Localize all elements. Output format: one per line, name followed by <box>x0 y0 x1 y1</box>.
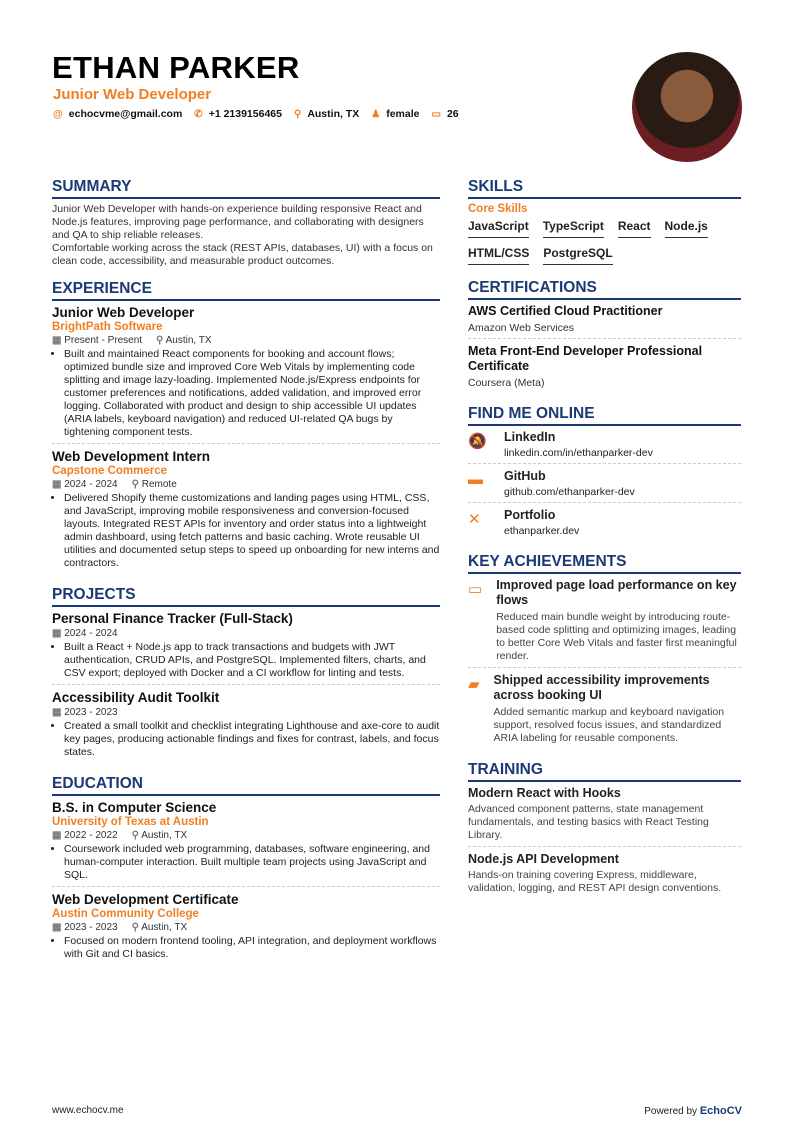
achievements-section <box>468 553 741 749</box>
entry-location: Austin, TX <box>141 922 188 933</box>
entry-bullet: • Built and maintained React components for booking and account flows; optimized bundle size and improved Core Web Vitals by implementing code splitting and image lazy-loading. Implemented Node.js/Express endpoints for customer preferences and notifications, added validation, and improved error logging. Collaborated with product and design to ship accessible UI updates (ARIA labels, keyboard navigation) and reduced UI-related QA bugs by tightening component tests. <box>64 348 440 439</box>
entry-bullet: • Created a small toolkit and checklist integrating Lighthouse and axe-core to audit key pages, producing actionable findings and fixes for contrast, labels, and focus states. <box>64 720 440 759</box>
location-item <box>156 335 212 346</box>
phone-icon: ✆ <box>194 108 203 120</box>
section-heading: PROJECTS <box>52 586 440 607</box>
profile-label: LinkedIn <box>504 430 556 444</box>
profile-label: GitHub <box>504 469 546 483</box>
certification-entry <box>468 344 741 393</box>
certifications-section <box>468 279 741 393</box>
brand-name: EchoCV <box>699 1105 742 1117</box>
entry-location: Austin, TX <box>141 830 188 841</box>
linkedin-icon: 🔕 <box>468 433 487 450</box>
footer-powered <box>644 1105 742 1117</box>
education-entry <box>52 892 440 965</box>
entry-date: 2022 - 2022 <box>64 830 118 841</box>
footer-site-link[interactable]: www.echocv.me <box>52 1105 124 1116</box>
profile-url[interactable]: linkedin.com/in/ethanparker-dev <box>504 447 653 459</box>
location-icon: ⚲ <box>156 335 164 346</box>
profile-photo <box>632 52 742 162</box>
section-heading: SUMMARY <box>52 178 440 199</box>
calendar-icon: ▦ <box>52 335 62 346</box>
at-icon: @ <box>53 108 63 120</box>
calendar-icon: ▦ <box>52 830 62 841</box>
skill-tag: PostgreSQL <box>543 244 612 265</box>
powered-label: Powered by <box>644 1106 698 1117</box>
education-section <box>52 775 440 965</box>
skill-tag: Node.js <box>665 217 708 238</box>
training-section <box>468 761 741 899</box>
contact-item <box>371 108 419 120</box>
calendar-icon: ▦ <box>52 628 62 639</box>
achievement-description: Reduced main bundle weight by introducing route-based code splitting and optimizing images, leading to better Core Web Vitals and faster first meaningful render. <box>496 611 737 662</box>
skills-section <box>468 178 741 267</box>
summary-section <box>52 178 440 268</box>
date-item <box>52 922 118 933</box>
entry-date: 2023 - 2023 <box>64 707 118 718</box>
achievement-title: Shipped accessibility improvements across booking UI <box>493 673 710 702</box>
entry-bullet: • Focused on modern frontend tooling, API integration, and deployment workflows with Git and CI basics. <box>64 935 440 961</box>
entry-title: Web Development Certificate <box>52 892 239 907</box>
candidate-name: ETHAN PARKER <box>52 50 300 85</box>
location-icon: ⚲ <box>131 479 139 490</box>
training-description: Hands-on training covering Express, middleware, validation, logging, and REST API design conventions. <box>468 869 722 894</box>
entry-bullet: • Delivered Shopify theme customizations and landing pages using HTML, CSS, and JavaScript, improving mobile responsiveness and conversion-focused layouts. Integrated REST APIs for inventory and order status into a lightweight admin dashboard, using fetch patterns and basic caching. Wrote reusable UI utilities and documented setup steps to speed up onboarding for new interns and contractors. <box>64 492 440 570</box>
profile-label: Portfolio <box>504 508 556 522</box>
certification-issuer: Coursera (Meta) <box>468 377 545 389</box>
entry-date: 2024 - 2024 <box>64 479 118 490</box>
entry-meta <box>52 922 440 933</box>
skill-group-title: Core Skills <box>468 203 528 215</box>
training-title: Modern React with Hooks <box>468 786 621 800</box>
section-heading: EXPERIENCE <box>52 280 440 301</box>
date-item <box>52 707 118 718</box>
entry-location: Austin, TX <box>165 335 212 346</box>
section-heading: KEY ACHIEVEMENTS <box>468 553 741 574</box>
contact-text: echocvme@gmail.com <box>68 108 183 120</box>
contact-item <box>194 108 282 120</box>
location-icon: ⚲ <box>131 830 139 841</box>
skill-tag: HTML/CSS <box>468 244 529 265</box>
achievement-entry <box>468 578 741 668</box>
experience-section <box>52 280 440 574</box>
profile-url[interactable]: github.com/ethanparker-dev <box>504 486 635 498</box>
entry-title: Web Development Intern <box>52 449 211 464</box>
entry-meta <box>52 479 440 490</box>
location-item <box>132 830 188 841</box>
calendar-icon: ▦ <box>52 922 62 933</box>
entry-organization: Austin Community College <box>52 908 199 920</box>
entry-bullet: • Built a React + Node.js app to track transactions and budgets with JWT authentication, CRUD APIs, and PostgreSQL. Implemented filters, charts, and CSV export; deployed with Docker and a CI workflow for linting and tests. <box>64 641 440 680</box>
training-title: Node.js API Development <box>468 852 619 866</box>
entry-title: Junior Web Developer <box>52 305 195 320</box>
experience-entry <box>52 449 440 574</box>
entry-meta <box>52 830 440 841</box>
online-profile[interactable] <box>468 430 741 464</box>
location-item <box>132 922 188 933</box>
date-item <box>52 830 118 841</box>
file-check-icon: ▰ <box>468 676 480 693</box>
date-item <box>52 335 142 346</box>
certification-title: AWS Certified Cloud Practitioner <box>468 304 663 318</box>
entry-organization: University of Texas at Austin <box>52 816 209 828</box>
section-heading: FIND ME ONLINE <box>468 405 741 426</box>
location-item <box>132 479 177 490</box>
entry-date: Present - Present <box>64 335 143 346</box>
right-column <box>468 178 741 911</box>
contact-item <box>431 108 458 120</box>
online-profile[interactable] <box>468 469 741 503</box>
training-entry <box>468 852 741 899</box>
entry-title: Accessibility Audit Toolkit <box>52 690 220 705</box>
contact-text: Austin, TX <box>307 108 360 120</box>
contact-item <box>53 108 182 120</box>
entry-meta <box>52 335 440 346</box>
education-entry <box>52 800 440 887</box>
section-heading: CERTIFICATIONS <box>468 279 741 300</box>
entry-organization: BrightPath Software <box>52 321 163 333</box>
profile-url[interactable]: ethanparker.dev <box>504 525 580 537</box>
github-icon: ▬ <box>468 471 483 488</box>
portfolio-icon: ✕ <box>468 511 481 528</box>
date-item <box>52 479 118 490</box>
contact-item <box>294 108 359 120</box>
date-item <box>52 628 118 639</box>
entry-meta <box>52 707 440 718</box>
online-profile[interactable] <box>468 508 741 541</box>
calendar-icon: ▦ <box>52 707 62 718</box>
left-column <box>52 178 440 977</box>
entry-organization: Capstone Commerce <box>52 465 168 477</box>
entry-date: 2024 - 2024 <box>64 628 118 639</box>
skill-tag: JavaScript <box>468 217 529 238</box>
entry-title: Personal Finance Tracker (Full-Stack) <box>52 611 293 626</box>
summary-text: Junior Web Developer with hands-on experience building responsive React and Node.js features, improving page performance, and collaborating with designers and QA to ship reliable releases. <box>52 203 424 241</box>
contact-text: +1 2139156465 <box>208 108 282 120</box>
certification-issuer: Amazon Web Services <box>468 322 575 334</box>
entry-bullet: • Coursework included web programming, databases, software engineering, and human-computer interaction. Built multiple team projects using JavaScript and SQL. <box>64 843 440 882</box>
summary-text: Comfortable working across the stack (REST APIs, databases, UI) with a focus on clean code, accessibility, and measurable product outcomes. <box>52 242 433 267</box>
section-heading: TRAINING <box>468 761 741 782</box>
experience-entry <box>52 305 440 444</box>
calendar-icon: ▭ <box>431 108 441 120</box>
skill-tag: TypeScript <box>543 217 604 238</box>
training-entry <box>468 786 741 847</box>
entry-meta <box>52 628 440 639</box>
online-section <box>468 405 741 541</box>
person-icon: ♟ <box>371 108 381 120</box>
projects-entry <box>52 611 440 685</box>
location-icon: ⚲ <box>293 108 302 120</box>
achievement-description: Added semantic markup and keyboard navigation support, resolved focus issues, and standardized ARIA labeling for reusable components. <box>493 706 725 744</box>
training-description: Advanced component patterns, state management fundamentals, and testing basics with React Testing Library. <box>468 803 709 841</box>
calendar-icon: ▦ <box>52 479 62 490</box>
contact-bar <box>53 108 459 120</box>
achievement-title: Improved page load performance on key flows <box>496 578 737 607</box>
section-heading: EDUCATION <box>52 775 440 796</box>
projects-section <box>52 586 440 763</box>
contact-text: female <box>386 108 420 120</box>
certification-title: Meta Front-End Developer Professional Certificate <box>468 344 703 373</box>
location-icon: ⚲ <box>131 922 139 933</box>
projects-entry <box>52 690 440 763</box>
achievement-entry <box>468 673 741 749</box>
skill-tag: React <box>618 217 651 238</box>
certification-entry <box>468 304 741 339</box>
contact-text: 26 <box>446 108 459 120</box>
entry-title: B.S. in Computer Science <box>52 800 217 815</box>
entry-location: Remote <box>141 479 177 490</box>
candidate-title: Junior Web Developer <box>53 86 212 103</box>
entry-date: 2023 - 2023 <box>64 922 118 933</box>
battery-icon: ▭ <box>468 581 483 598</box>
section-heading: SKILLS <box>468 178 741 199</box>
